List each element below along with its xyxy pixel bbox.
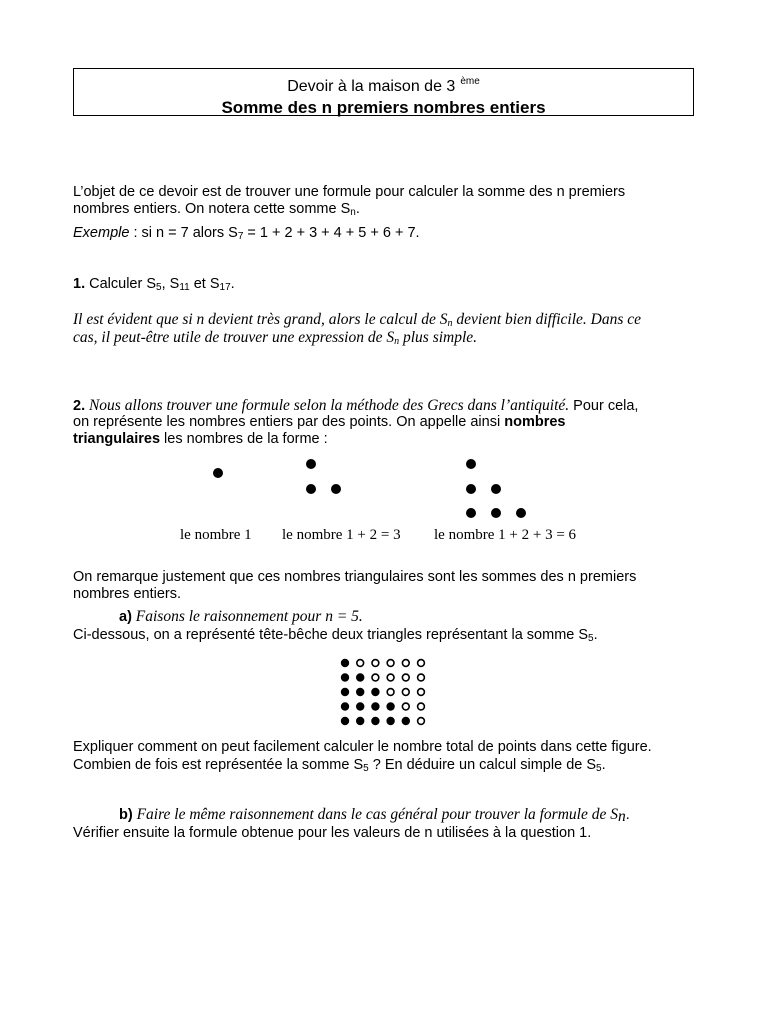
hollow-dot xyxy=(387,660,394,667)
dot xyxy=(213,468,223,478)
question-1: 1. Calculer $S_5$, $S_{11}$ et $S_{17}$. xyxy=(73,276,235,293)
q1-italic-line1: Il est évident que si n devient très grand, alors le calcul de $S_n$ devient bien difficile. Dans ce xyxy=(73,311,642,329)
dot-grid-figure xyxy=(330,652,440,732)
dot xyxy=(516,508,526,518)
caption-6: le nombre 1 + 2 + 3 = 6 xyxy=(434,527,577,543)
hollow-dot xyxy=(402,660,409,667)
title-line1: Devoir à la maison de 3 $^{ème}$ xyxy=(287,76,480,95)
explain-line2: Combien de fois est représentée la somme $S_5$ ? En déduire un calcul simple de $S_5$. xyxy=(73,757,606,774)
filled-dot xyxy=(371,717,379,725)
filled-dot xyxy=(341,659,349,667)
intro-line2: nombres entiers. On notera cette somme $S_n$. xyxy=(73,201,360,218)
filled-dot xyxy=(356,702,364,710)
hollow-dot xyxy=(418,718,425,725)
question-2-line3: triangulaires les nombres de la forme : xyxy=(73,431,328,447)
triangular-numbers-figure xyxy=(0,450,768,525)
filled-dot xyxy=(371,702,379,710)
title-box xyxy=(73,68,694,116)
caption-1: le nombre 1 xyxy=(180,527,252,543)
hollow-dot xyxy=(387,689,394,696)
part-a-line2: Ci-dessous, on a représenté tête-bêche deux triangles représentant la somme $S_5$. xyxy=(73,627,598,644)
filled-dot xyxy=(341,673,349,681)
hollow-dot xyxy=(418,689,425,696)
hollow-dot xyxy=(418,703,425,710)
dot xyxy=(466,459,476,469)
hollow-dot xyxy=(402,689,409,696)
hollow-dot xyxy=(402,674,409,681)
hollow-dot xyxy=(402,703,409,710)
hollow-dot xyxy=(418,674,425,681)
verify-line: Vérifier ensuite la formule obtenue pour les valeurs de n utilisées à la question 1. xyxy=(73,825,592,841)
dot xyxy=(466,508,476,518)
example-line: Exemple : si n = 7 alors $S_7 = 1 + 2 + 3 + 4 + 5 + 6 + 7$. xyxy=(73,225,420,242)
filled-dot xyxy=(371,688,379,696)
filled-dot xyxy=(402,717,410,725)
hollow-dot xyxy=(357,660,364,667)
hollow-dot xyxy=(418,660,425,667)
filled-dot xyxy=(386,717,394,725)
explain-line1: Expliquer comment on peut facilement calculer le nombre total de points dans cette figure. xyxy=(73,739,652,755)
filled-dot xyxy=(341,717,349,725)
remark-line1: On remarque justement que ces nombres triangulaires sont les sommes des n premiers xyxy=(73,569,637,585)
dot xyxy=(466,484,476,494)
part-b-heading: b) Faire le même raisonnement dans le cas général pour trouver la formule de $S_n$. xyxy=(119,806,630,825)
dot xyxy=(306,459,316,469)
dot xyxy=(491,508,501,518)
dot xyxy=(331,484,341,494)
title-line2: Somme des n premiers nombres entiers xyxy=(221,98,546,117)
q1-italic-line2: cas, il peut-être utile de trouver une expression de $S_n$ plus simple. xyxy=(73,329,478,347)
filled-dot xyxy=(341,702,349,710)
dot xyxy=(306,484,316,494)
filled-dot xyxy=(356,717,364,725)
hollow-dot xyxy=(387,674,394,681)
dot xyxy=(491,484,501,494)
caption-3: le nombre 1 + 2 = 3 xyxy=(282,527,401,543)
part-a-heading: a) Faisons le raisonnement pour n = 5. xyxy=(119,608,363,625)
filled-dot xyxy=(356,688,364,696)
filled-dot xyxy=(341,688,349,696)
hollow-dot xyxy=(372,660,379,667)
filled-dot xyxy=(386,702,394,710)
remark-line2: nombres entiers. xyxy=(73,586,181,602)
question-2-line1: 2. Nous allons trouver une formule selon la méthode des Grecs dans l’antiquité. Pour cela, xyxy=(73,397,639,414)
hollow-dot xyxy=(372,674,379,681)
intro-line1: L’objet de ce devoir est de trouver une formule pour calculer la somme des n premiers xyxy=(73,184,626,200)
filled-dot xyxy=(356,673,364,681)
question-2-line2: on représente les nombres entiers par des points. On appelle ainsi nombres xyxy=(73,414,566,430)
